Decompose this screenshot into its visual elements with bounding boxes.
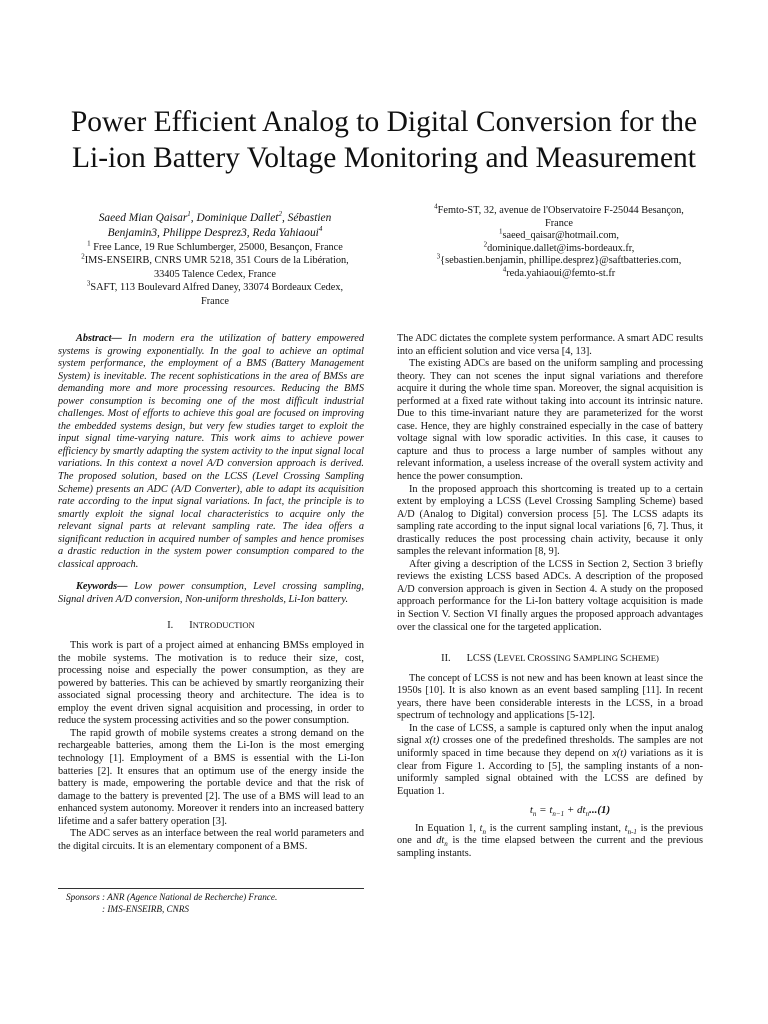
affil-text: 33405 Talence Cedex, France (153, 268, 277, 280)
affil-sup: 3 (86, 279, 91, 288)
author-name: Benjamin3, Philippe Desprez3, Reda Yahiaoui (107, 227, 319, 239)
section-title-part: LCSS ( (466, 653, 498, 665)
math-op: + dt (564, 804, 586, 817)
email-text: saeed_qaisar@hotmail.com, (502, 230, 619, 242)
section-number: II. (441, 653, 451, 665)
math-sub: n (444, 840, 448, 849)
email-text: dominique.dallet@ims-bordeaux.fr, (487, 242, 635, 254)
text-run: variations as it is clear from Figure 1. According to [5], the sampling instants of a non-uniformly sampled signal obtained with the LCSS are defined by Equation 1. (397, 747, 703, 797)
email-sup: 3 (436, 252, 441, 261)
abstract (58, 333, 364, 571)
section-title-rest: NTRODUCTION (192, 620, 255, 631)
author-sup: 1 (187, 210, 191, 219)
section-title-part: CHEME) (625, 653, 659, 664)
email-sup: 2 (483, 240, 488, 249)
math-var: t (529, 804, 533, 817)
email-4[interactable] (384, 265, 734, 281)
email-sup: 1 (499, 227, 503, 236)
footnote (66, 891, 366, 915)
email-1[interactable] (384, 227, 734, 243)
affiliation-1 (50, 241, 380, 254)
author-list (50, 211, 380, 241)
text-run: In Equation 1, (415, 822, 480, 834)
email-sup: 4 (502, 265, 507, 274)
author-sup: 4 (318, 225, 323, 234)
author-sup: 2 (278, 210, 282, 219)
math-var: x(t) (425, 735, 440, 747)
lcss-paragraph-2 (397, 723, 703, 798)
right-column (397, 333, 703, 860)
footnote-line: Sponsors : ANR (Agence National de Recherche) France. (66, 892, 278, 902)
math-var: dt (436, 835, 445, 847)
affiliation-3 (50, 281, 380, 308)
math-var: t (479, 822, 483, 834)
text-run: crosses one of the predefined thresholds. The samples are not uniformly spaced in time because they depend on (397, 735, 704, 759)
affil-sup: 4 (434, 202, 438, 211)
text-run: is the time elapsed between the current and the previous sampling instants. (397, 835, 703, 859)
text-run: is the previous one and (397, 822, 703, 847)
math-sub: n-1 (627, 827, 637, 836)
affil-text: France (200, 295, 229, 307)
author-name: , Dominique Dallet (190, 212, 279, 224)
affil-text: France (544, 217, 573, 229)
math-sub: n (532, 810, 537, 819)
section-number: I. (167, 620, 174, 632)
email-text: reda.yahiaoui@femto-st.fr (506, 267, 616, 279)
paper-title (30, 104, 738, 176)
math-sub: n (585, 810, 590, 819)
abstract-label: Abstract— (76, 333, 122, 344)
section-title-part: EVEL (503, 653, 528, 664)
email-text: {sebastien.benjamin, phillipe.desprez}@saftbatteries.com, (440, 255, 682, 267)
title-line-1: Power Efficient Analog to Digital Conversion for the (70, 106, 698, 138)
intro-paragraph-1: This work is part of a project aimed at enhancing BMSs employed in the mobile systems. The motivation is to reduce their size, cost, processing noise and especially the power consumption, as they are powered by batteries. This can be achieved by smartly reorganizing their associated signal processing theory and architecture. The idea is to employ the event driven signal acquisition and processing, in order to reduce the system processing activities and so the power consumption. (58, 640, 364, 727)
section-title-part: S (620, 653, 626, 665)
affil-text: Femto-ST, 32, avenue de l'Observatoire F-25044 Besançon, (437, 205, 684, 216)
math-op: = t (536, 804, 553, 817)
math-var: t (624, 822, 628, 834)
equation-1 (437, 804, 703, 817)
section-title-part: ROSSING (534, 653, 574, 664)
author-affiliations-right (384, 202, 734, 281)
author-affiliations-left (50, 211, 380, 308)
equation-number: ...(1) (589, 804, 611, 817)
affil-sup: 2 (81, 252, 85, 261)
right-paragraph-1: The ADC dictates the complete system performance. A smart ADC results into an efficient solution and vice versa [4, 13]. (397, 333, 703, 357)
keywords-text: Low power consumption, Level crossing sampling, Signal driven A/D conversion, Non-uniform thresholds, Li-Ion battery. (58, 581, 364, 605)
keywords (58, 581, 364, 606)
right-paragraph-2: The existing ADCs are based on the uniform sampling and processing theory. They can not scenes the input signal variations and therefore acquire it during the whole time span. Moreover, the signal acquisition is performed at a fixed rate without taking into account its intrinsic nature. Due to this time-invariant nature they are parameterized for the worst case. Hence, they are highly constrained especially in the case of battery voltage signal with low sporadic activities. In this case, it causes to capture and thus to process a large number of samples without any relevant information, a useless increase of the overall system activity and hence the power consumption. (397, 358, 703, 483)
section-heading-introduction (58, 619, 364, 633)
lcss-paragraph-1: The concept of LCSS is not new and has been known at least since the 1950s [10]. It is also known as an event based sampling [11]. In recent years, there have been considerable interests in the LCSS, in a broad spectrum of technology and applications [5-12]. (397, 672, 703, 722)
math-var: x(t) (612, 747, 627, 759)
text-run: In the case of LCSS, a sample is captured only when the input analog signal (397, 722, 703, 747)
section-title-part: AMPLING (578, 653, 621, 664)
author-name: Saeed Mian Qaisar (98, 212, 188, 224)
affiliation-4 (384, 202, 734, 230)
right-paragraph-4: After giving a description of the LCSS in Section 2, Section 3 briefly reviews the existing LCSS based ADCs. A description of the proposed A/D conversion approach is given in Section 4. A study on the proposed approach performance for the Li-Ion battery voltage acquisition is made in Section V. Section VI finally argues the proposed approach advantages over the classical one for the targeted application. (397, 558, 703, 633)
affil-text: Free Lance, 19 Rue Schlumberger, 25000, Besançon, France (90, 242, 343, 253)
section-title-initial: I (189, 620, 193, 632)
keywords-label: Keywords— (76, 581, 128, 593)
intro-paragraph-2: The rapid growth of mobile systems creates a strong demand on the rechargeable batteries, among them the Li-Ion is the most emerging technology [1]. Employment of a BMS is essential with the Li-Ion batteries [2]. It ensures that an optimum use of the energy inside the battery is made, empowering the portable device and that the risk of damage to the battery is prevented [2]. The use of a BMS will lead to an enhanced system autonomy. Moreover it renders into an increased battery lifetime and a safer battery operation [3]. (58, 727, 364, 827)
lcss-paragraph-3 (397, 823, 703, 861)
footnote-divider (58, 888, 364, 889)
email-3[interactable] (384, 252, 734, 268)
text-run: is the current sampling instant, (486, 822, 625, 834)
affil-text: IMS-ENSEIRB, CNRS UMR 5218, 351 Cours de la Libération, (84, 255, 349, 267)
section-title-part: L (497, 653, 504, 665)
section-title-part: S (573, 653, 579, 665)
right-paragraph-3: In the proposed approach this shortcoming is treated up to a certain extent by employing a LCSS (Level Crossing Sampling Scheme) based A/D (Analog to Digital) conversion process [5]. The LCSS adapts its sampling rate according to the input signal local variations [6, 7]. Thus, it drastically reduces the post processing chain activity, because it only samples the relevant information [8, 9]. (397, 483, 703, 558)
affiliation-2 (50, 254, 380, 281)
affil-text: SAFT, 113 Boulevard Alfred Daney, 33074 Bordeaux Cedex, (90, 282, 344, 294)
author-name: , Sébastien (281, 212, 332, 224)
intro-paragraph-3: The ADC serves as an interface between the real world parameters and the digital circuits. It is an elementary component of a BMS. (58, 828, 364, 852)
affil-sup: 1 (87, 239, 91, 248)
section-title-part: C (527, 653, 535, 665)
title-line-2: Li-ion Battery Voltage Monitoring and Measurement (71, 142, 697, 174)
left-column (58, 333, 364, 853)
section-heading-lcss (397, 652, 703, 666)
math-sub: n−1 (552, 810, 565, 819)
abstract-text: In modern era the utilization of battery empowered systems is growing exponentially. In the goal to achieve an optimal system performance, the employment of a BMS (Battery Management System) is inevitable. The recent sophistications in the area of BMSs are demanding more and more processing resources. Reducing the BMS power consumption is becoming one of the most difficult industrial challenges. Most of efforts to achieve this goal are focused on improving the embedded systems design, but very few studies target to exploit the input signal time-varying nature. This work aims to achieve power efficiency by smartly adapting the system activity to the input signal local variations. In this context a novel A/D conversion approach is derived. The proposed solution, based on the LCSS (Level Crossing Sampling Scheme) presents an ADC (A/D Converter), able to adapt its acquisition rate according to the input signal variations. In fact, the principle is to smartly exploit the signal local characteristics to acquire only the relevant signal parts at relevant sampling rate. The idea offers a significant reduction in acquired number of samples and hence promises a drastic reduction in the system power consumption compared to the classical approach. (58, 333, 364, 570)
footnote-line: : IMS-ENSEIRB, CNRS (102, 904, 190, 914)
math-sub: n (482, 827, 487, 836)
